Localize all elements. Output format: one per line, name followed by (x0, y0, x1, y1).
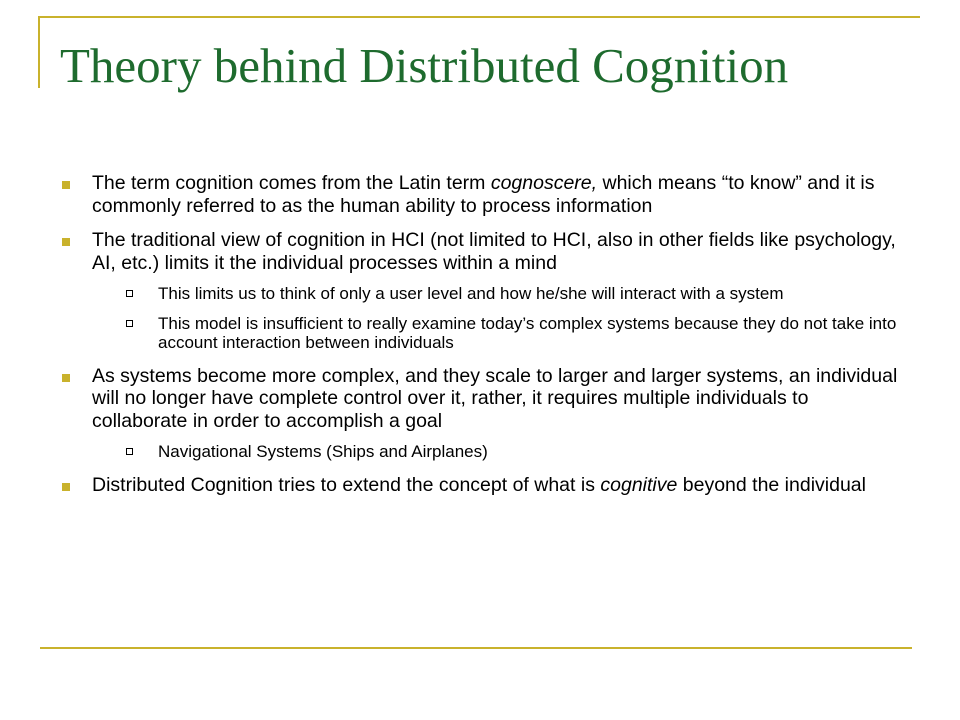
sub-bullet-text: This model is insufficient to really examine today’s complex systems because they do not take into account interaction between individuals (158, 313, 897, 352)
sub-bullet-list (92, 284, 902, 353)
hollow-square-bullet-icon (126, 448, 133, 455)
sub-bullet-item (124, 314, 902, 353)
bullet-item-distributed-cognition (62, 474, 902, 497)
sub-bullet-list (92, 442, 902, 462)
bullet-item-traditional-view (62, 229, 902, 353)
hollow-square-bullet-icon (126, 320, 133, 327)
square-bullet-icon (62, 374, 70, 382)
sub-bullet-item (124, 284, 902, 304)
hollow-square-bullet-icon (126, 290, 133, 297)
square-bullet-icon (62, 181, 70, 189)
bottom-rule (40, 647, 912, 649)
sub-bullet-text: Navigational Systems (Ships and Airplanes) (158, 442, 488, 461)
bullet-item-cognition-origin (62, 172, 902, 217)
slide-title: Theory behind Distributed Cognition (60, 38, 789, 93)
bullet-text: As systems become more complex, and they scale to larger and larger systems, an individual will no longer have complete control over it, rather, it requires multiple individuals to collaborate in order to accomplish a goal (92, 364, 898, 432)
bullet-text: The traditional view of cognition in HCI (not limited to HCI, also in other fields like psychology, AI, etc.) limits it the individual processes within a mind (92, 229, 896, 274)
bullet-item-complex-systems (62, 365, 902, 462)
bullet-text: Distributed Cognition tries to extend the concept of what is cognitive beyond the individual (92, 473, 866, 496)
bullet-text: The term cognition comes from the Latin term cognoscere, which means “to know” and it is commonly referred to as the human ability to process information (92, 172, 875, 217)
top-rule (40, 16, 920, 18)
sub-bullet-text: This limits us to think of only a user level and how he/she will interact with a system (158, 284, 784, 303)
sub-bullet-item (124, 442, 902, 462)
left-rule (38, 16, 40, 88)
square-bullet-icon (62, 483, 70, 491)
square-bullet-icon (62, 238, 70, 246)
bullet-list (62, 172, 902, 496)
